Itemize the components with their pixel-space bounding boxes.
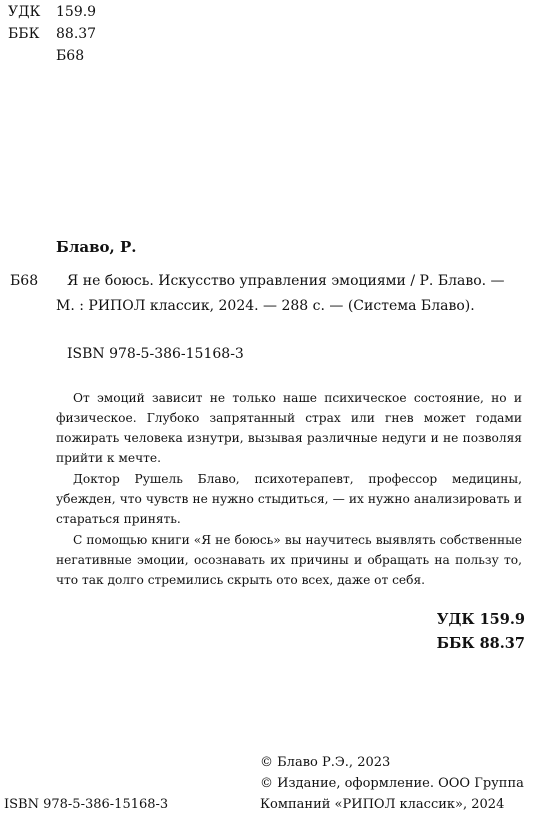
author-mark-top: Б68	[56, 48, 85, 64]
annotation-paragraph: От эмоций зависит не только наше психическое состояние, но и физическое. Глубоко запрятанный страх или гнев может годами пожирать человека изнутри, вызывая различные недуги и не позволяя прийти к мечте.	[56, 391, 522, 465]
top-classification-codes	[8, 0, 148, 72]
bbk-value: 88.37	[56, 26, 97, 42]
copyright-line: © Блаво Р.Э., 2023	[260, 755, 391, 770]
isbn: ISBN 978-5-386-15168-3	[67, 346, 244, 362]
udk-code: УДК 159.9	[436, 611, 525, 628]
bbk-code: ББК 88.37	[436, 635, 525, 652]
author-mark: Б68	[10, 273, 39, 289]
title-line-1: Я не боюсь. Искусство управления эмоциями / Р. Блаво. —	[67, 273, 505, 289]
annotation-paragraph: Доктор Рушель Блаво, психотерапевт, профессор медицины, убежден, что чувств не нужно стыдиться, — их нужно анализировать и стараться принять.	[56, 472, 522, 526]
title-line-2: М. : РИПОЛ классик, 2024. — 288 с. — (Система Блаво).	[56, 298, 475, 314]
bbk-label: ББК	[8, 26, 40, 42]
copyright-line: Компаний «РИПОЛ классик», 2024	[260, 797, 505, 812]
annotation-paragraph: С помощью книги «Я не боюсь» вы научитесь выявлять собственные негативные эмоции, осознавать их причины и обращать на пользу то, что так долго стремились скрыть ото всех, даже от себя.	[56, 533, 522, 587]
udk-value: 159.9	[56, 4, 97, 20]
author-name: Блаво, Р.	[56, 238, 137, 256]
udk-label: УДК	[8, 4, 41, 20]
bottom-classification-codes	[437, 608, 525, 656]
copyright-block	[260, 752, 524, 815]
copyright-line: © Издание, оформление. ООО Группа	[260, 776, 524, 791]
footer-isbn: ISBN 978-5-386-15168-3	[4, 797, 169, 812]
annotation	[56, 388, 522, 590]
